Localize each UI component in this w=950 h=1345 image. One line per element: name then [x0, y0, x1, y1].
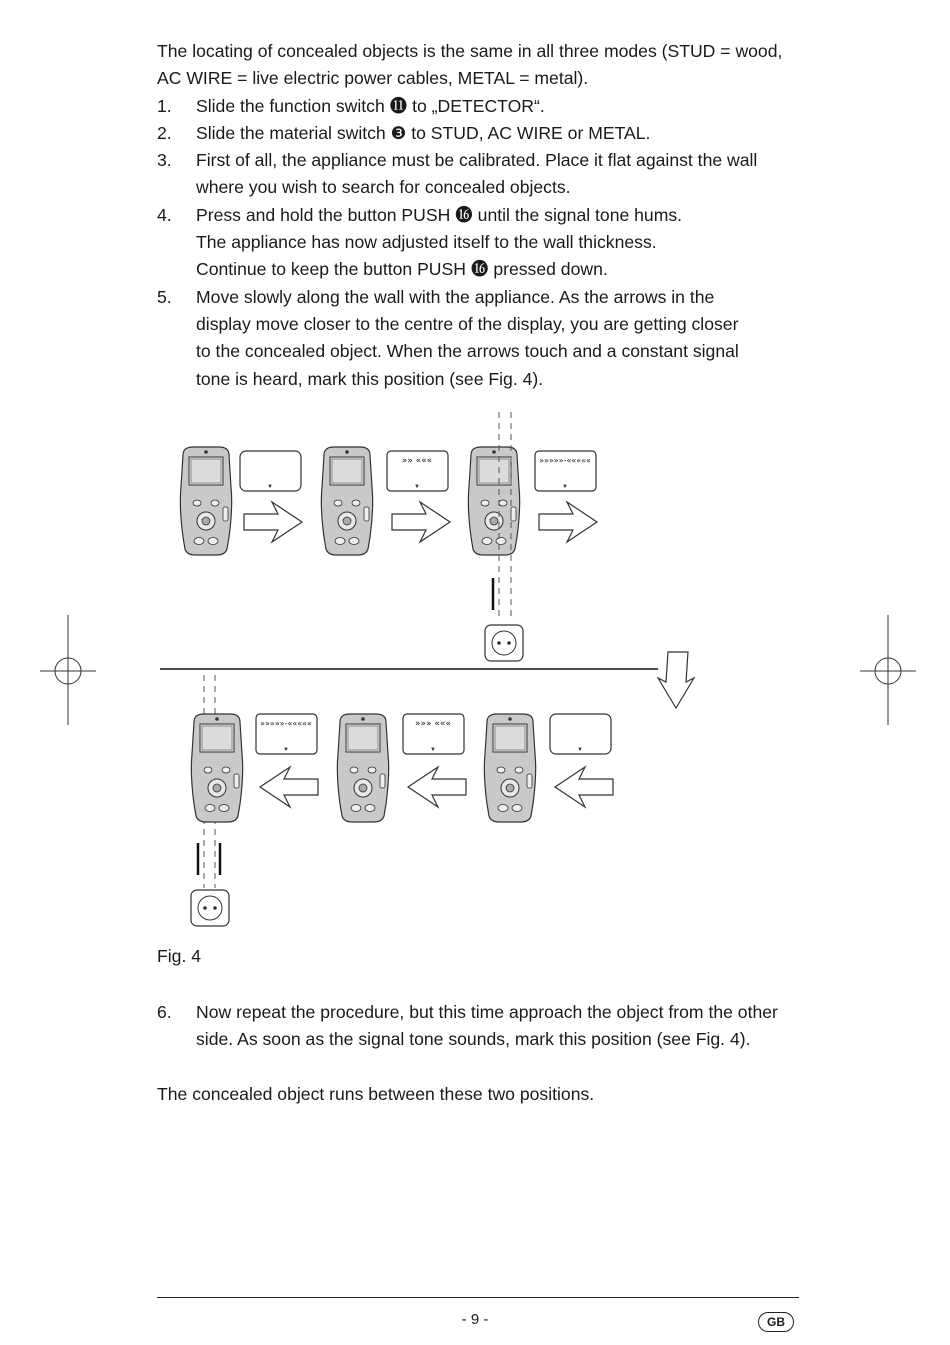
display-indicator: ▼ — [267, 484, 273, 490]
detector-device-icon — [191, 714, 242, 822]
intro-line: AC WIRE = live electric power cables, METAL = metal). — [157, 68, 589, 89]
step-6 — [157, 999, 807, 1054]
display-arrows: »» ««« — [401, 456, 433, 466]
step-text: display move closer to the centre of the display, you are getting closer — [196, 313, 739, 334]
intro-paragraph — [157, 38, 807, 93]
detector-device-icon — [180, 447, 231, 555]
detector-device-icon — [484, 714, 535, 822]
figure-4-illustration — [0, 400, 950, 940]
detector-device-icon — [321, 447, 372, 555]
display-arrows: »»» ««« — [415, 719, 451, 729]
move-left-arrow-icon — [555, 767, 613, 807]
wall-socket-icon — [485, 625, 523, 661]
step-text: Move slowly along the wall with the appliance. As the arrows in the — [196, 286, 715, 307]
step-text: The appliance has now adjusted itself to the wall thickness. — [196, 232, 657, 253]
step-number: 2. — [157, 122, 172, 143]
step-2 — [157, 120, 807, 147]
move-right-arrow-icon — [244, 502, 302, 542]
detector-device-icon — [337, 714, 388, 822]
step-4 — [157, 202, 807, 284]
instructions-block — [157, 38, 807, 393]
step-text: First of all, the appliance must be calibrated. Place it flat against the wall — [196, 150, 758, 171]
step-number: 6. — [157, 1002, 172, 1022]
display-arrows: »»»»»-««««« — [539, 456, 591, 465]
step-text: Now repeat the procedure, but this time approach the object from the other — [196, 1002, 778, 1022]
down-arrow-icon — [658, 652, 694, 708]
display-indicator: ▼ — [562, 484, 568, 490]
step-text: where you wish to search for concealed objects. — [196, 177, 571, 198]
step-number: 3. — [157, 150, 172, 171]
instructions-continued — [157, 999, 807, 1054]
display-indicator: ▼ — [577, 747, 583, 753]
step-5 — [157, 284, 807, 393]
intro-line: The locating of concealed objects is the same in all three modes (STUD = wood, — [157, 41, 783, 61]
step-text: to the concealed object. When the arrows touch and a constant signal — [196, 341, 739, 362]
language-badge: GB — [758, 1312, 794, 1332]
step-text: side. As soon as the signal tone sounds, mark this position (see Fig. 4). — [196, 1029, 751, 1050]
step-1 — [157, 93, 807, 120]
move-left-arrow-icon — [408, 767, 466, 807]
step-text: Slide the function switch ⓫ to „DETECTOR“. — [196, 95, 545, 116]
page-number: - 9 - — [461, 1311, 489, 1328]
step-text: Slide the material switch ❸ to STUD, AC WIRE or METAL. — [196, 122, 651, 143]
display-indicator: ▼ — [414, 484, 420, 490]
conclusion-text: The concealed object runs between these two positions. — [157, 1084, 595, 1104]
step-number: 4. — [157, 204, 172, 225]
step-text: Press and hold the button PUSH ⓰ until the signal tone hums. — [196, 204, 683, 225]
detector-device-icon — [468, 447, 519, 555]
step-text: Continue to keep the button PUSH ⓰ pressed down. — [196, 259, 608, 280]
move-right-arrow-icon — [539, 502, 597, 542]
display-indicator: ▼ — [430, 747, 436, 753]
move-left-arrow-icon — [260, 767, 318, 807]
footer-rule — [157, 1297, 799, 1298]
wall-socket-icon — [191, 890, 229, 926]
step-number: 5. — [157, 286, 172, 307]
display-arrows: »»»»»-««««« — [260, 719, 312, 728]
conclusion-paragraph — [157, 1081, 807, 1108]
move-right-arrow-icon — [392, 502, 450, 542]
step-3 — [157, 147, 807, 202]
display-indicator: ▼ — [283, 747, 289, 753]
figure-caption: Fig. 4 — [157, 946, 202, 966]
step-text: tone is heard, mark this position (see Fig. 4). — [196, 368, 544, 389]
step-number: 1. — [157, 95, 172, 116]
